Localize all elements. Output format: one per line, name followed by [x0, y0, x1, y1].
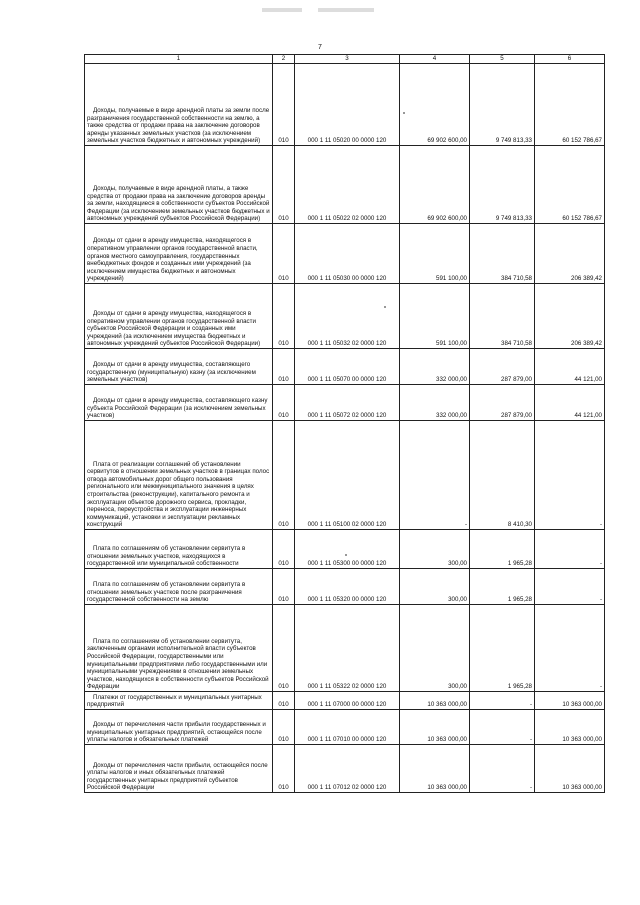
column-number-row: [85, 55, 605, 64]
row-executed: 8 410,30: [470, 421, 535, 530]
row-line-code: 010: [273, 224, 295, 284]
row-approved: 69 902 600,00: [400, 146, 470, 224]
table-row: [85, 64, 605, 146]
row-name: Доходы от сдачи в аренду имущества, составляющего государственную (муниципальную) казну (за исключением земельных участков): [85, 349, 273, 385]
row-name: Плата от реализации соглашений об установлении сервитутов в отношении земельных участков в границах полос отвода автомобильных дорог общего пользования регионального или межмуниципального значения в целях строительства (реконструкции), капитального ремонта и эксплуатации объектов дорожного сервиса, прокладки, переноса, переустройства и эксплуатации инженерных коммуникаций, установки и эксплуатации рекламных конструкций: [85, 421, 273, 530]
row-executed: -: [470, 745, 535, 793]
row-name: Платежи от государственных и муниципальных унитарных предприятий: [85, 692, 273, 710]
row-unexecuted: 60 152 786,67: [535, 64, 605, 146]
column-number: 6: [535, 55, 605, 64]
row-executed: 1 965,28: [470, 530, 535, 569]
row-line-code: 010: [273, 745, 295, 793]
table-row: [85, 745, 605, 793]
row-line-code: 010: [273, 569, 295, 605]
row-unexecuted: 10 363 000,00: [535, 710, 605, 745]
row-executed: 287 879,00: [470, 349, 535, 385]
row-budget-code: 000 1 11 05030 00 0000 120: [295, 224, 400, 284]
row-approved: 300,00: [400, 605, 470, 692]
column-number: 1: [85, 55, 273, 64]
row-unexecuted: 206 389,42: [535, 284, 605, 349]
row-line-code: 010: [273, 385, 295, 421]
row-executed: -: [470, 692, 535, 710]
row-approved: 591 100,00: [400, 284, 470, 349]
row-line-code: 010: [273, 284, 295, 349]
row-approved: 332 000,00: [400, 349, 470, 385]
row-budget-code: 000 1 11 05020 00 0000 120: [295, 64, 400, 146]
table-row: [85, 421, 605, 530]
column-number: 2: [273, 55, 295, 64]
table-row: [85, 224, 605, 284]
row-approved: 300,00: [400, 530, 470, 569]
row-executed: 9 749 813,33: [470, 64, 535, 146]
row-name: Доходы от сдачи в аренду имущества, составляющего казну субъекта Российской Федерации (за исключением земельных участков): [85, 385, 273, 421]
scan-mark: [262, 8, 302, 12]
column-number: 4: [400, 55, 470, 64]
row-budget-code: 000 1 11 05032 02 0000 120: [295, 284, 400, 349]
row-executed: 1 965,28: [470, 569, 535, 605]
row-budget-code: 000 1 11 05300 00 0000 120: [295, 530, 400, 569]
table-row: [85, 605, 605, 692]
row-budget-code: 000 1 11 05072 02 0000 120: [295, 385, 400, 421]
scan-speck: [403, 112, 405, 114]
row-unexecuted: 44 121,00: [535, 349, 605, 385]
row-executed: 384 710,58: [470, 284, 535, 349]
row-unexecuted: -: [535, 421, 605, 530]
page-number: 7: [318, 44, 322, 51]
revenue-table: [84, 54, 605, 793]
row-budget-code: 000 1 11 05100 02 0000 120: [295, 421, 400, 530]
row-line-code: 010: [273, 530, 295, 569]
table-row: [85, 146, 605, 224]
column-number: 5: [470, 55, 535, 64]
row-name: Доходы от перечисления части прибыли государственных и муниципальных унитарных предприятий, остающейся после уплаты налогов и обязательных платежей: [85, 710, 273, 745]
row-line-code: 010: [273, 146, 295, 224]
row-unexecuted: 10 363 000,00: [535, 745, 605, 793]
row-name: Доходы, получаемые в виде арендной платы, а также средства от продажи права на заключение договоров аренды за земли, находящиеся в собственности субъектов Российской Федерации (за исключением земельных участков бюджетных и автономных учреждений субъектов Российской Федерации): [85, 146, 273, 224]
row-line-code: 010: [273, 421, 295, 530]
row-unexecuted: -: [535, 605, 605, 692]
row-budget-code: 000 1 11 07000 00 0000 120: [295, 692, 400, 710]
row-budget-code: 000 1 11 07010 00 0000 120: [295, 710, 400, 745]
row-approved: 10 363 000,00: [400, 710, 470, 745]
row-executed: -: [470, 710, 535, 745]
row-line-code: 010: [273, 710, 295, 745]
row-approved: 10 363 000,00: [400, 745, 470, 793]
table-row: [85, 692, 605, 710]
scan-mark: [318, 8, 374, 12]
row-executed: 1 965,28: [470, 605, 535, 692]
row-executed: 287 879,00: [470, 385, 535, 421]
row-executed: 384 710,58: [470, 224, 535, 284]
row-unexecuted: 60 152 786,67: [535, 146, 605, 224]
row-line-code: 010: [273, 64, 295, 146]
row-line-code: 010: [273, 692, 295, 710]
row-line-code: 010: [273, 349, 295, 385]
row-unexecuted: -: [535, 530, 605, 569]
row-name: Плата по соглашениям об установлении сервитута, заключенным органами исполнительной власти субъектов Российской Федерации, государственными или муниципальными предприятиями либо государственными или муниципальными учреждениями в отношении земельных участков, находящихся в собственности субъектов Российской Федерации: [85, 605, 273, 692]
row-unexecuted: -: [535, 569, 605, 605]
row-budget-code: 000 1 11 05320 00 0000 120: [295, 569, 400, 605]
scan-speck: [384, 306, 386, 308]
row-approved: 591 100,00: [400, 224, 470, 284]
row-name: Доходы от сдачи в аренду имущества, находящегося в оперативном управлении органов государственной власти субъектов Российской Федерации и созданных ими учреждений (за исключением имущества бюджетных и автономных учреждений субъектов Российской Федерации): [85, 284, 273, 349]
table-row: [85, 284, 605, 349]
row-approved: 332 000,00: [400, 385, 470, 421]
row-approved: 69 902 600,00: [400, 64, 470, 146]
row-name: Плата по соглашениям об установлении сервитута в отношении земельных участков после разграничения государственной собственности на землю: [85, 569, 273, 605]
row-unexecuted: 44 121,00: [535, 385, 605, 421]
table-row: [85, 349, 605, 385]
row-budget-code: 000 1 11 07012 02 0000 120: [295, 745, 400, 793]
row-line-code: 010: [273, 605, 295, 692]
row-name: Доходы от перечисления части прибыли, остающейся после уплаты налогов и иных обязательных платежей государственных унитарных предприятий субъектов Российской Федерации: [85, 745, 273, 793]
row-budget-code: 000 1 11 05322 02 0000 120: [295, 605, 400, 692]
table-row: [85, 569, 605, 605]
row-budget-code: 000 1 11 05070 00 0000 120: [295, 349, 400, 385]
row-unexecuted: 10 363 000,00: [535, 692, 605, 710]
row-name: Плата по соглашениям об установлении сервитута в отношении земельных участков, находящихся в государственной или муниципальной собственности: [85, 530, 273, 569]
scan-speck: [345, 554, 347, 556]
table-row: [85, 530, 605, 569]
row-budget-code: 000 1 11 05022 02 0000 120: [295, 146, 400, 224]
row-approved: 10 363 000,00: [400, 692, 470, 710]
row-name: Доходы от сдачи в аренду имущества, находящегося в оперативном управлении органов государственной власти, органов местного самоуправления, государственных внебюджетных фондов и созданных ими учреждений (за исключением имущества бюджетных и автономных учреждений): [85, 224, 273, 284]
row-executed: 9 749 813,33: [470, 146, 535, 224]
table-row: [85, 385, 605, 421]
column-number: 3: [295, 55, 400, 64]
row-approved: -: [400, 421, 470, 530]
row-name: Доходы, получаемые в виде арендной платы за земли после разграничения государственной собственности на землю, а также средства от продажи права на заключение договоров аренды указанных земельных участков (за исключением земельных участков бюджетных и автономных учреждений): [85, 64, 273, 146]
row-approved: 300,00: [400, 569, 470, 605]
row-unexecuted: 206 389,42: [535, 224, 605, 284]
table-row: [85, 710, 605, 745]
